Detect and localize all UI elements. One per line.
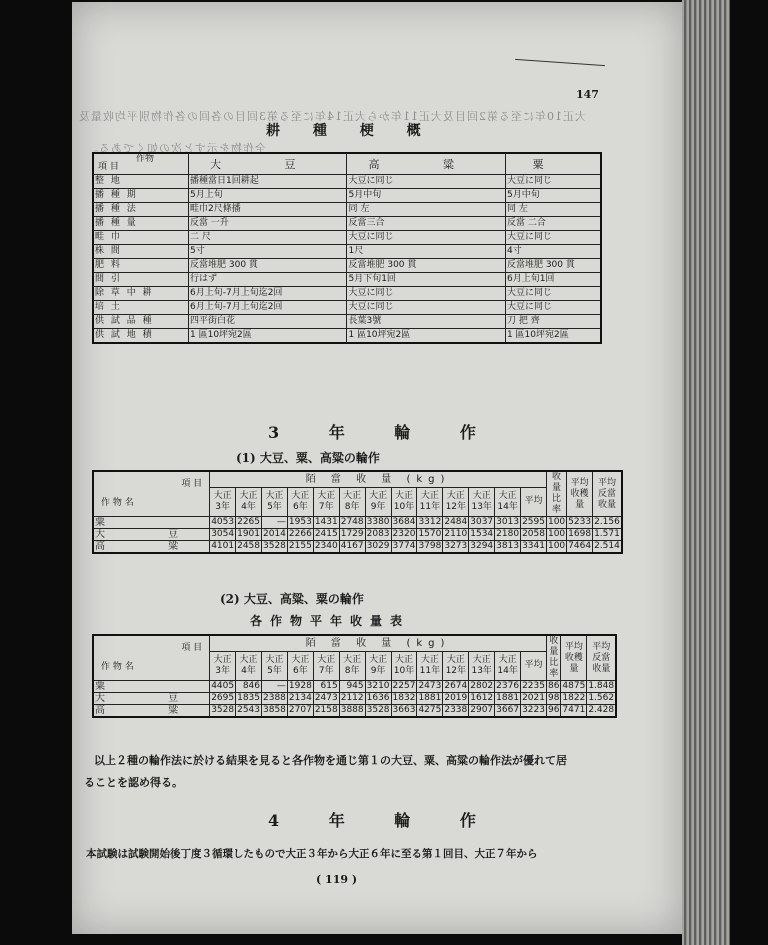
bleed-through-text: 全作物を示すと次の如くである。 — [86, 142, 266, 155]
table-header-corner: 項 目 作 物 名 — [93, 635, 210, 681]
table-row — [93, 517, 622, 529]
table-cell: 3774 — [392, 541, 416, 551]
year-header: 大正13年 — [469, 651, 495, 680]
table-cell: 2134 — [288, 693, 312, 703]
table-cell: 1570 — [418, 529, 442, 539]
table-cell: 3663 — [392, 705, 416, 715]
table-row — [93, 681, 616, 693]
table-cell: 2.514 — [594, 541, 620, 551]
table-cell: 2338 — [444, 705, 468, 715]
table-cell: 2388 — [263, 693, 286, 703]
table-cell: 1431 — [314, 517, 338, 527]
table-cell: 大豆に同じ — [347, 175, 505, 189]
table-cell: 二 尺 — [189, 231, 347, 245]
year-header: 大正14年 — [495, 651, 521, 680]
table-cell: 3667 — [496, 705, 520, 715]
table-cell: 3813 — [496, 541, 520, 551]
column-header: 平均 — [521, 487, 547, 516]
table-cell: — — [262, 681, 288, 693]
table-cell: 1928 — [288, 681, 312, 691]
table-cell: 5月上旬 — [189, 189, 347, 203]
year-header: 大正11年 — [417, 487, 443, 516]
table-cell: 2014 — [263, 529, 286, 539]
row-label: 供 試 品 種 — [93, 315, 189, 329]
table-cell: 3528 — [366, 705, 390, 715]
table-cell: 2021 — [522, 693, 545, 703]
table-cell: 大豆に同じ — [347, 231, 505, 245]
table-cell: 3037 — [470, 517, 494, 527]
table-cell: 4053 — [211, 517, 235, 527]
year-header: 大正9年 — [365, 487, 391, 516]
table-cell: 2265 — [237, 517, 260, 527]
table-cell: 反當堆肥 300 貫 — [347, 259, 505, 273]
table-cell: 1 區10坪宛2區 — [347, 329, 505, 344]
column-group-header: 陌 當 收 量 (kg) — [210, 635, 547, 651]
table-cell: 3294 — [470, 541, 494, 551]
table-cell: 100 — [547, 517, 566, 527]
table-cell: 2320 — [392, 529, 416, 539]
yield-table-1 — [92, 470, 623, 554]
table-cell: 3528 — [211, 705, 235, 715]
cultivation-table — [92, 152, 602, 344]
table-cell: 1612 — [470, 693, 494, 703]
bleed-through-text: 大正10年に至る第2回目及大正11年から大正14年に至る第3回目の各回の各作物別平均收量及 — [78, 110, 586, 123]
table-cell: 1534 — [470, 529, 494, 539]
year-header: 大正11年 — [417, 651, 443, 680]
table-cell: 3380 — [366, 517, 390, 527]
table-cell: 3798 — [418, 541, 442, 551]
table-cell: 刀 把 齊 — [505, 315, 601, 329]
table-cell: 100 — [547, 541, 566, 551]
table-cell: 5月下旬1回 — [347, 273, 505, 287]
table-row — [93, 329, 601, 344]
table-cell: 2473 — [314, 693, 338, 703]
table-cell: 5233 — [568, 517, 592, 527]
table-cell: 2695 — [211, 693, 235, 703]
table-cell: 1 區10坪宛2區 — [505, 329, 601, 344]
row-label: 播 種 量 — [93, 217, 189, 231]
row-label: 除 草 中 耕 — [93, 287, 189, 301]
table-cell: 4101 — [211, 541, 235, 551]
table-cell: 1 區10坪宛2區 — [189, 329, 347, 344]
table-cell: 大豆に同じ — [347, 301, 505, 315]
table-cell: 同 左 — [347, 203, 505, 217]
crop-name: 粟 — [93, 681, 210, 693]
table-cell: 2376 — [496, 681, 520, 691]
year-header: 大正7年 — [313, 487, 339, 516]
table-cell: 2110 — [444, 529, 468, 539]
table-cell: 1832 — [392, 693, 416, 703]
paragraph-line: 本試験は試験開始後丁度３循環したもので大正３年から大正６年に至る第１回目、大正７年から — [86, 848, 538, 860]
column-header: 平均反當收量 — [593, 471, 622, 517]
table-cell: 大豆に同じ — [347, 287, 505, 301]
table-cell: 2415 — [314, 529, 338, 539]
table-row — [93, 231, 601, 245]
row-label: 間 引 — [93, 273, 189, 287]
table-cell: 1.562 — [588, 693, 615, 703]
subsection-heading: (1) 大豆、粟、高粱の輪作 — [236, 451, 380, 465]
table-cell: 3312 — [418, 517, 442, 527]
table-cell: 行はず — [189, 273, 347, 287]
table-cell: 2543 — [237, 705, 260, 715]
table-cell: 同 左 — [505, 203, 601, 217]
table-cell: 2235 — [522, 681, 545, 691]
year-header: 大正4年 — [236, 651, 262, 680]
table-cell: 2340 — [314, 541, 338, 551]
table-row — [93, 693, 616, 705]
table-cell: 3528 — [263, 541, 286, 551]
table-header-corner: 項 目 作 物 名 — [93, 471, 210, 517]
table-cell: 2458 — [237, 541, 260, 551]
table-cell: 615 — [313, 681, 339, 693]
table-cell: 98 — [547, 693, 560, 703]
table-cell: 2595 — [522, 517, 545, 527]
table-cell: 2707 — [288, 705, 312, 715]
crop-name: 粟 — [93, 517, 210, 529]
table-cell: 6月上旬-7月上旬迄2回 — [189, 287, 347, 301]
page-number-header: 147 — [576, 88, 599, 101]
table-row — [93, 175, 601, 189]
table-cell: 4寸 — [505, 245, 601, 259]
table-cell: 2907 — [470, 705, 494, 715]
table-cell: 1636 — [366, 693, 390, 703]
table-cell: 4275 — [418, 705, 442, 715]
year-header: 大正6年 — [287, 651, 313, 680]
row-label: 整 地 — [93, 175, 189, 189]
crop-name: 高 粱 — [95, 541, 209, 552]
table-cell: 2257 — [392, 681, 416, 691]
table-cell: 2155 — [288, 541, 312, 551]
table-cell: 100 — [547, 529, 566, 539]
table-cell: 1.571 — [594, 529, 620, 539]
table-title: 耕 種 梗 概 — [266, 123, 435, 139]
year-header: 大正5年 — [262, 651, 288, 680]
table-row — [93, 705, 616, 718]
year-header: 大正13年 — [469, 487, 495, 516]
table-cell: 1尺 — [347, 245, 505, 259]
table-cell: 大豆に同じ — [505, 287, 601, 301]
table-cell: 1.848 — [588, 681, 615, 691]
table-cell: 6月上旬1回 — [505, 273, 601, 287]
year-header: 大正9年 — [365, 651, 391, 680]
table-cell: 2473 — [418, 681, 442, 691]
table-cell: 3858 — [263, 705, 286, 715]
table-cell: 2019 — [444, 693, 468, 703]
table-row — [93, 217, 601, 231]
table-cell: 大豆に同じ — [505, 175, 601, 189]
row-label: 播 種 期 — [93, 189, 189, 203]
table-cell: 畦巾2尺條播 — [189, 203, 347, 217]
table-cell: 3684 — [392, 517, 416, 527]
table-cell: 4405 — [211, 681, 235, 691]
table-header-corner: 項 目 作物 — [93, 153, 189, 175]
column-header: 大 豆 — [189, 153, 347, 175]
year-header: 大正10年 — [391, 651, 417, 680]
row-label: 供 試 地 積 — [93, 329, 189, 344]
page-edges — [682, 0, 730, 945]
year-header: 大正5年 — [262, 487, 288, 516]
table-row — [93, 245, 601, 259]
table-cell: 反當三合 — [347, 217, 505, 231]
table-cell: 1729 — [340, 529, 364, 539]
column-header: 平均收穫量 — [567, 471, 593, 517]
table-cell: 1881 — [418, 693, 442, 703]
table-cell: 3054 — [211, 529, 235, 539]
year-header: 大正4年 — [236, 487, 262, 516]
year-header: 大正12年 — [443, 487, 469, 516]
table-cell: 3223 — [522, 705, 545, 715]
table-cell: 7464 — [568, 541, 592, 551]
column-header: 粟 — [505, 153, 601, 175]
table-title: 各作物平年收量表 — [250, 614, 411, 628]
table-cell: 2484 — [444, 517, 468, 527]
table-cell: 846 — [236, 681, 262, 693]
year-header: 大正8年 — [339, 651, 365, 680]
table-cell: 反當堆肥 300 貫 — [189, 259, 347, 273]
table-cell: 1953 — [288, 517, 312, 527]
table-cell: 6月上旬-7月上旬迄2回 — [189, 301, 347, 315]
table-cell: 2802 — [470, 681, 494, 691]
table-cell: 86 — [547, 681, 560, 691]
table-cell: — — [262, 517, 288, 529]
crop-name: 高 粱 — [95, 705, 209, 716]
table-cell: 反當 二合 — [505, 217, 601, 231]
table-cell: 2.428 — [588, 705, 615, 715]
table-cell: 2112 — [340, 693, 364, 703]
table-cell: 3029 — [366, 541, 390, 551]
table-cell: 2266 — [288, 529, 312, 539]
row-label: 播 種 法 — [93, 203, 189, 217]
section-heading: 3 年 輪 作 — [268, 423, 498, 442]
table-cell: 1698 — [568, 529, 592, 539]
table-cell: 1822 — [562, 693, 586, 703]
table-cell: 3210 — [366, 681, 390, 691]
row-label: 肥 料 — [93, 259, 189, 273]
table-row — [93, 541, 622, 554]
year-header: 大正7年 — [313, 651, 339, 680]
column-header: 高 粱 — [347, 153, 505, 175]
table-row — [93, 287, 601, 301]
year-header: 大正10年 — [391, 487, 417, 516]
page-number-footer: ( 119 ) — [316, 873, 358, 886]
year-header: 大正3年 — [210, 487, 236, 516]
column-header: 平均收穫量 — [561, 635, 587, 681]
table-cell: 4875 — [562, 681, 586, 691]
table-cell: 大豆に同じ — [505, 231, 601, 245]
column-group-header: 陌 當 收 量 (kg) — [210, 471, 547, 487]
year-header: 大正14年 — [495, 487, 521, 516]
yield-table-2 — [92, 634, 617, 718]
paragraph-line: ることを認め得る。 — [84, 776, 183, 789]
table-cell: 2674 — [444, 681, 468, 691]
column-header: 收量比率 — [546, 471, 566, 517]
table-cell: 96 — [547, 705, 560, 715]
table-cell: 5寸 — [189, 245, 347, 259]
table-cell: 反當 一升 — [189, 217, 347, 231]
table-cell: 長葉3號 — [347, 315, 505, 329]
table-cell: 2180 — [496, 529, 520, 539]
column-header: 收量比率 — [546, 635, 560, 681]
table-cell: 3273 — [444, 541, 468, 551]
table-cell: 2083 — [366, 529, 390, 539]
row-label: 培 土 — [93, 301, 189, 315]
table-cell: 播種當日1回耕起 — [189, 175, 347, 189]
table-row — [93, 203, 601, 217]
table-row — [93, 189, 601, 203]
table-row — [93, 259, 601, 273]
table-cell: 3013 — [496, 517, 520, 527]
table-cell: 4167 — [340, 541, 364, 551]
year-header: 大正12年 — [443, 651, 469, 680]
crop-name: 大 豆 — [95, 693, 209, 704]
year-header: 大正8年 — [339, 487, 365, 516]
table-cell: 1835 — [237, 693, 260, 703]
table-cell: 四平街白花 — [189, 315, 347, 329]
table-cell: 945 — [339, 681, 365, 693]
table-cell: 1901 — [237, 529, 260, 539]
year-header: 大正6年 — [287, 487, 313, 516]
table-row — [93, 529, 622, 541]
table-cell: 大豆に同じ — [505, 301, 601, 315]
subsection-heading: (2) 大豆、高粱、粟の輪作 — [220, 592, 364, 606]
column-header: 平均 — [521, 651, 547, 680]
table-cell: 3341 — [522, 541, 545, 551]
section-heading: 4 年 輪 作 — [268, 811, 498, 830]
crop-name: 大 豆 — [95, 529, 209, 540]
table-cell: 2158 — [314, 705, 338, 715]
table-cell: 反當堆肥 300 貫 — [505, 259, 601, 273]
row-label: 株 間 — [93, 245, 189, 259]
table-cell: 3888 — [340, 705, 364, 715]
year-header: 大正3年 — [210, 651, 236, 680]
column-header: 平均反當收量 — [587, 635, 616, 681]
table-row — [93, 315, 601, 329]
table-row — [93, 301, 601, 315]
table-cell: 1881 — [496, 693, 520, 703]
table-cell: 2748 — [340, 517, 364, 527]
table-cell: 2058 — [522, 529, 545, 539]
table-cell: 7471 — [562, 705, 586, 715]
row-label: 畦 巾 — [93, 231, 189, 245]
paragraph-line: 以上２種の輪作法に於ける結果を見ると各作物を通じ第１の大豆、粟、高粱の輪作法が優れて居 — [94, 754, 567, 767]
table-cell: 5月中旬 — [505, 189, 601, 203]
table-row — [93, 273, 601, 287]
table-cell: 5月中旬 — [347, 189, 505, 203]
table-cell: 2.156 — [594, 517, 620, 527]
